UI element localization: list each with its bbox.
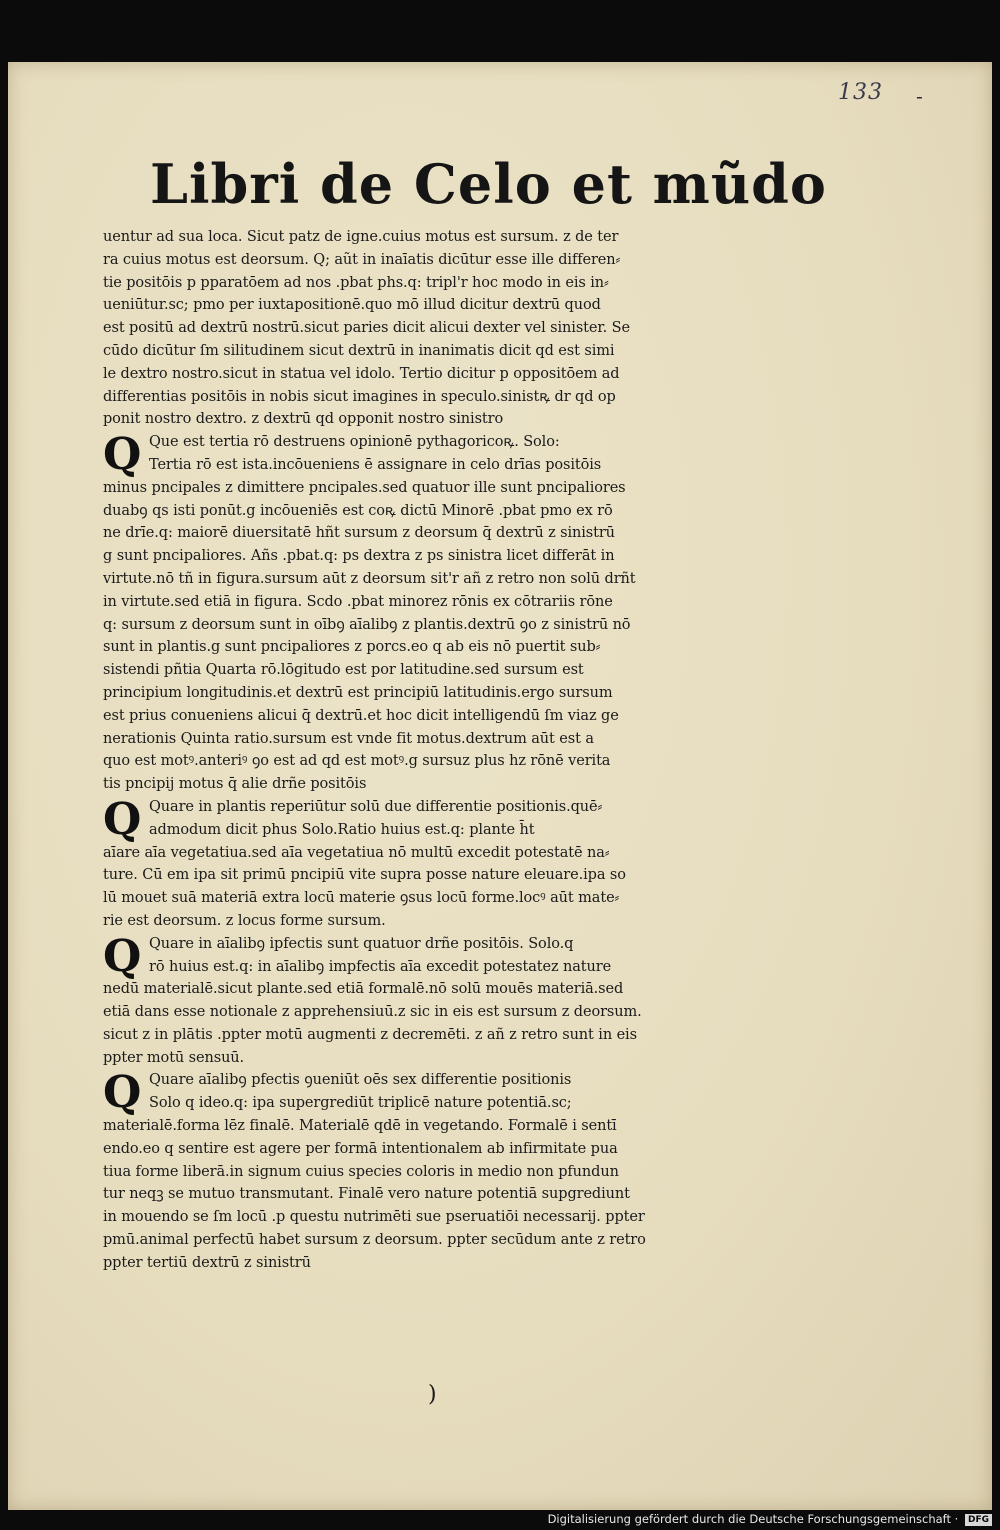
paragraph: [103, 930, 715, 1070]
text-line: duabꝯ qs isti ponūt.g incōueniēs est coꝶ dictū Minorē .pbat pmo ex rō: [103, 502, 613, 519]
footer-text: Digitalisierung gefördert durch die Deutsche Forschungsgemeinschaft ·: [547, 1512, 959, 1526]
paragraph: [103, 226, 715, 431]
text-line: ppter motū sensuū.: [103, 1049, 245, 1066]
text-line: ponit nostro dextro. z dextrū qd opponit nostro sinistro: [103, 411, 504, 428]
running-title: Libri de Celo et mũdo: [150, 152, 827, 216]
text-line: nedū materialē.sicut plante.sed etiā formalē.nō solū mouēs materiā.sed: [103, 981, 624, 998]
text-line: uentur ad sua loca. Sicut patz de igne.cuius motus est sursum. z de ter: [103, 229, 619, 245]
text-line: etiā dans esse notionale z apprehensiuū.z sic in eis est sursum z deorsum.: [103, 1004, 642, 1021]
paragraph: [103, 793, 715, 933]
initial-capital: Q: [103, 793, 142, 845]
initial-capital: Q: [103, 1067, 142, 1119]
text-line: tiua forme liberā.in signum cuius species coloris in medio non pfundun: [103, 1163, 619, 1180]
text-line: minus pncipales z dimittere pncipales.sed quatuor ille sunt pncipaliores: [103, 479, 626, 496]
folio-number: 133: [838, 80, 883, 105]
text-line: rie est deorsum. z locus forme sursum.: [103, 912, 386, 929]
text-line: tis pncipij motus q̄ alie drñe positōis: [103, 776, 367, 793]
text-line: in virtute.sed etiā in figura. Scdo .pbat minorez rōnis ex cōtrariis rōne: [103, 593, 613, 610]
text-line: q: sursum z deorsum sunt in oībꝯ aīalibꝯ z plantis.dextrū ꝯo z sinistrū nō: [103, 616, 631, 633]
text-line: Que est tertia rō destruens opinionē pythagoricoꝶ. Solo:: [149, 434, 560, 451]
digitization-footer: [548, 1512, 992, 1526]
initial-capital: Q: [103, 930, 142, 982]
initial-capital: Q: [103, 429, 142, 481]
text-line: admodum dicit phus Solo.Ratio huius est.q: plante h̄t: [149, 821, 535, 838]
text-line: virtute.nō tñ in figura.sursum aūt z deorsum sit'r añ z retro non solū drñt: [103, 570, 636, 587]
text-line: endo.eo q sentire est agere per formā intentionalem ab infirmitate pua: [103, 1140, 618, 1157]
text-line: ture. Cū em ipa sit primū pncipiū vite supra posse nature eleuare.ipa so: [103, 867, 626, 884]
text-line: sistendi pñtia Quarta rō.lōgitudo est por latitudine.sed sursum est: [103, 662, 584, 679]
text-line: g sunt pncipaliores. Añs .pbat.q: ps dextra z ps sinistra licet differāt in: [103, 548, 615, 565]
text-line: est positū ad dextrū nostrū.sicut paries dicit alicui dexter vel sinister. Se: [103, 320, 630, 337]
text-line: est prius conueniens alicui q̄ dextrū.et hoc dicit intelligendū ſm viaz ge: [103, 707, 619, 724]
dfg-logo: DFG: [965, 1514, 992, 1526]
text-line: nerationis Quinta ratio.sursum est vnde fit motus.dextrum aūt est a: [103, 730, 594, 747]
text-line: aīare aīa vegetatiua.sed aīa vegetatiua nō multū excedit potestatē na⸗: [103, 844, 610, 861]
margin-dash: -: [916, 84, 923, 108]
text-line: ppter tertiū dextrū z sinistrū: [103, 1254, 311, 1271]
text-line: sicut z in plātis .ppter motū augmenti z decremēti. z añ z retro sunt in eis: [103, 1026, 637, 1043]
text-line: Solo q ideo.q: ipa supergrediūt triplicē nature potentiā.sc;: [149, 1095, 572, 1112]
text-line: rō huius est.q: in aīalibꝯ impfectis aīa excedit potestatez nature: [149, 958, 612, 975]
text-line: differentias positōis in nobis sicut imagines in speculo.sinistꝶ dr qd op: [103, 388, 616, 405]
text-line: pmū.animal perfectū habet sursum z deorsum. ppter secūdum ante z retro: [103, 1232, 646, 1249]
paragraph: [103, 431, 715, 796]
text-line: lū mouet suā materiā extra locū materie ꝯsus locū forme.locꝰ aūt mate⸗: [103, 890, 620, 907]
text-line: ueniūtur.sc; pmo per iuxtapositionē.quo mō illud dicitur dextrū quod: [103, 297, 601, 314]
signature-mark: ): [428, 1382, 437, 1407]
text-line: in mouendo se ſm locū .p questu nutrimēti sue pseruatiōi necessarij. ppter: [103, 1209, 645, 1226]
paragraph: [103, 1069, 715, 1274]
text-line: Tertia rō est ista.incōueniens ē assignare in celo drīas positōis: [149, 456, 602, 473]
text-line: Quare in plantis reperiūtur solū due differentie positionis.quē⸗: [149, 798, 603, 815]
text-line: Quare aīalibꝯ pfectis ꝯueniūt oēs sex differentie positionis: [149, 1072, 572, 1089]
text-line: cūdo dicūtur ſm silitudinem sicut dextrū in inanimatis dicit qd est simi: [103, 342, 615, 359]
text-line: le dextro nostro.sicut in statua vel idolo. Tertio dicitur p oppositōem ad: [103, 365, 620, 382]
text-line: ra cuius motus est deorsum. Q; aũt in inaīatis dicūtur esse ille differen⸗: [103, 251, 621, 268]
text-body: [103, 226, 715, 1275]
text-line: ne drīe.q: maiorē diuersitatē hñt sursum z deorsum q̄ dextrū z sinistrū: [103, 525, 615, 542]
text-line: Quare in aīalibꝯ ipfectis sunt quatuor drñe positōis. Solo.q: [149, 935, 574, 952]
text-line: tur neqꝫ se mutuo transmutant. Finalē vero nature potentiā supgrediunt: [103, 1186, 630, 1203]
text-line: materialē.forma lēz finalē. Materialē qdē in vegetando. Formalē i sentī: [103, 1118, 617, 1135]
text-line: quo est motꝰ.anteriꝰ ꝯo est ad qd est motꝰ.g sursuz plus hz rōnē verita: [103, 753, 611, 770]
text-line: sunt in plantis.g sunt pncipaliores z porcs.eo q ab eis nō puertit sub⸗: [103, 639, 601, 656]
text-line: tie positōis p pparatōem ad nos .pbat phs.q: tripl'r hoc modo in eis in⸗: [103, 274, 609, 291]
text-line: principium longitudinis.et dextrū est principiū latitudinis.ergo sursum: [103, 684, 613, 701]
